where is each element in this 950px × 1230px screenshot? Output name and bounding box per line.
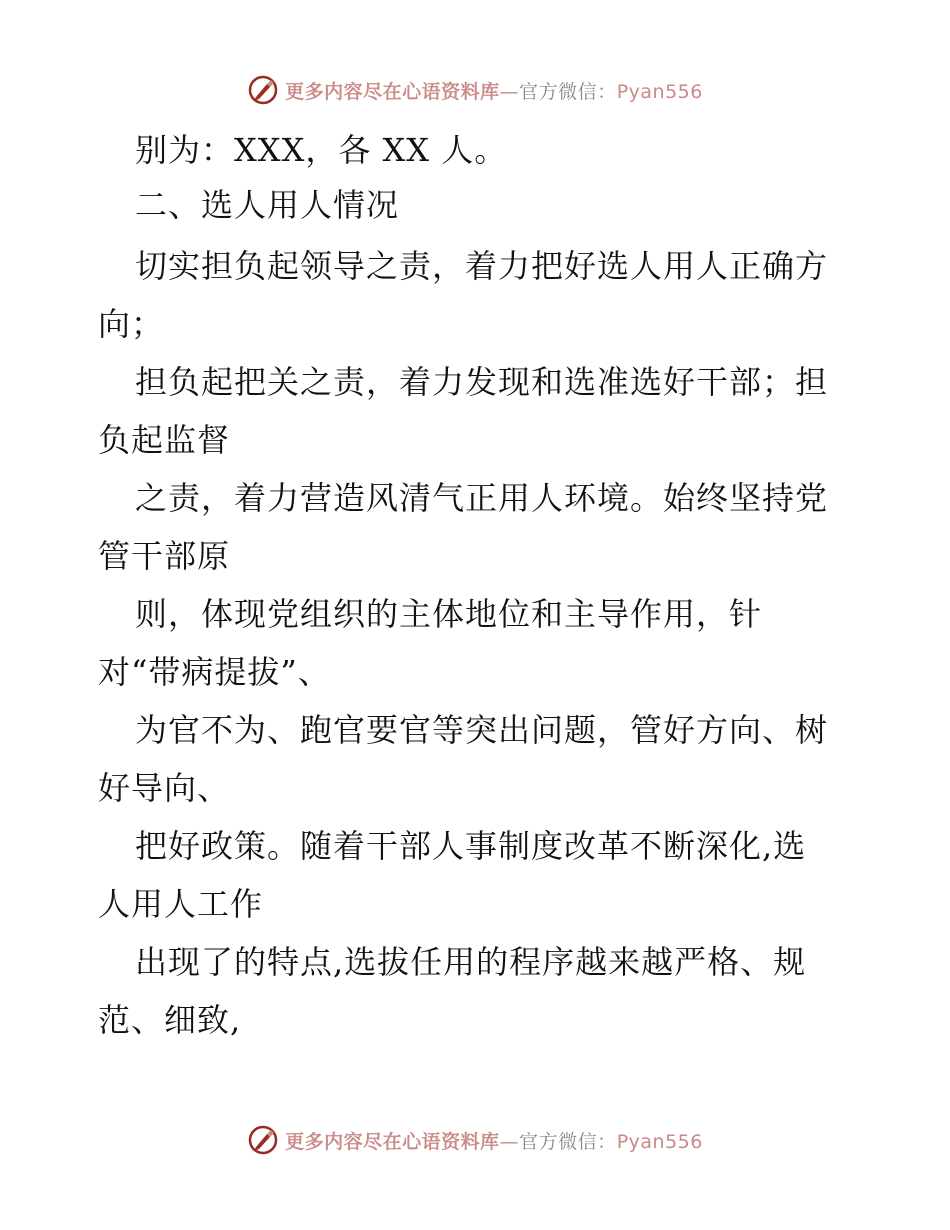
watermark-dash: — — [499, 80, 520, 103]
text-line: 向； — [98, 305, 165, 343]
watermark-id: Pyan556 — [616, 1130, 703, 1153]
text-line: 之责，着力营造风清气正用人环境。始终坚持党 — [135, 479, 829, 517]
text-line: 对“带病提拔”、 — [98, 653, 331, 691]
text-line: 负起监督 — [98, 421, 231, 459]
watermark-text — [285, 77, 703, 104]
text-line: 管干部原 — [98, 537, 231, 575]
watermark-group — [247, 74, 703, 106]
text-line: 担负起把关之责，着力发现和选准选好干部；担 — [135, 363, 829, 401]
text-line: 出现了的特点,选拔任用的程序越来越严格、规 — [135, 943, 807, 981]
pen-logo-icon — [247, 1124, 279, 1156]
footer-watermark — [0, 1120, 950, 1160]
text-line: 把好政策。随着干部人事制度改革不断深化,选 — [135, 827, 807, 865]
text-line: 好导向、 — [98, 769, 231, 807]
text-line: 人用人工作 — [98, 885, 264, 923]
watermark-id: Pyan556 — [616, 80, 703, 103]
text-line: 范、细致, — [98, 1001, 242, 1039]
watermark-site: 更多内容尽在心语资料库 — [285, 80, 500, 103]
watermark-label: 官方微信： — [519, 1130, 617, 1153]
text-line: 为官不为、跑官要官等突出问题，管好方向、树 — [135, 711, 829, 749]
watermark-text — [285, 1127, 703, 1154]
watermark-dash: — — [499, 1130, 520, 1153]
watermark-label: 官方微信： — [519, 80, 617, 103]
text-line: 别为：XXX，各 XX 人。 — [135, 131, 508, 169]
pen-logo-icon — [247, 74, 279, 106]
watermark-group — [247, 1124, 703, 1156]
text-line: 切实担负起领导之责，着力把好选人用人正确方 — [135, 247, 829, 285]
watermark-site: 更多内容尽在心语资料库 — [285, 1130, 500, 1153]
header-watermark — [0, 70, 950, 110]
text-line: 则，体现党组织的主体地位和主导作用，针 — [135, 595, 763, 633]
section-heading: 二、选人用人情况 — [135, 186, 400, 224]
